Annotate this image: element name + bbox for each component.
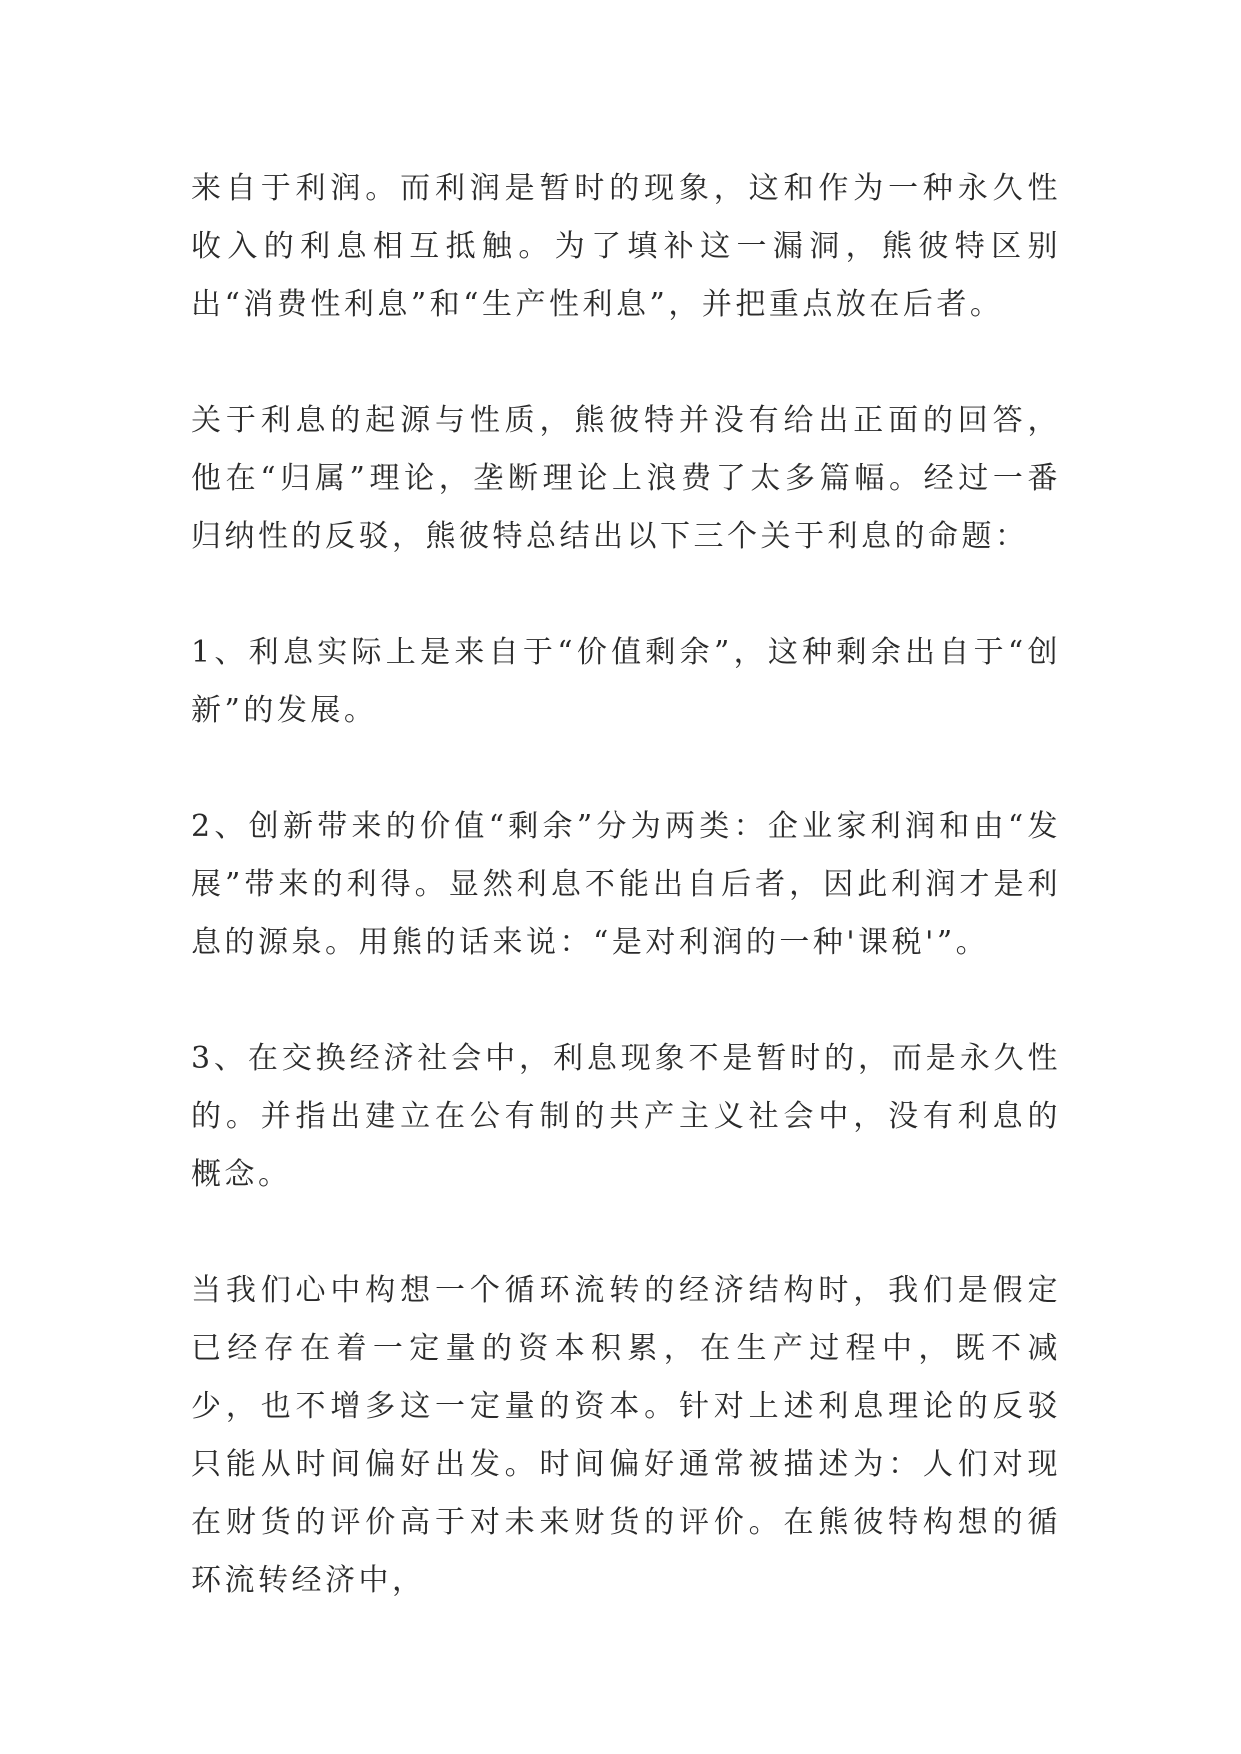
proposition-3: 3、在交换经济社会中，利息现象不是暂时的，而是永久性的。并指出建立在公有制的共产主义社会中，没有利息的概念。 — [191, 1041, 1061, 1192]
paragraph-spacer — [191, 566, 1061, 624]
proposition-1: 1、利息实际上是来自于“价值剩余”，这种剩余出自于“创新”的发展。 — [191, 635, 1061, 728]
paragraph-spacer — [191, 334, 1061, 392]
paragraph-6: 当我们心中构想一个循环流转的经济结构时，我们是假定已经存在着一定量的资本积累，在生产过程中，既不减少，也不增多这一定量的资本。针对上述利息理论的反驳只能从时间偏好出发。时间偏好通常被描述为：人们对现在财货的评价高于对未来财货的评价。在熊彼特构想的循环流转经济中， — [191, 1273, 1061, 1598]
paragraph-spacer — [191, 972, 1061, 1030]
document-body — [191, 160, 1061, 1610]
paragraph-2: 关于利息的起源与性质，熊彼特并没有给出正面的回答，他在“归属”理论，垄断理论上浪费了太多篇幅。经过一番归纳性的反驳，熊彼特总结出以下三个关于利息的命题： — [191, 403, 1061, 554]
paragraph-spacer — [191, 1204, 1061, 1262]
paragraph-1: 来自于利润。而利润是暂时的现象，这和作为一种永久性收入的利息相互抵触。为了填补这一漏洞，熊彼特区别出“消费性利息”和“生产性利息”，并把重点放在后者。 — [191, 171, 1061, 322]
paragraph-spacer — [191, 740, 1061, 798]
proposition-2: 2、创新带来的价值“剩余”分为两类：企业家利润和由“发展”带来的利得。显然利息不能出自后者，因此利润才是利息的源泉。用熊的话来说：“是对利润的一种'课税'”。 — [191, 809, 1061, 960]
